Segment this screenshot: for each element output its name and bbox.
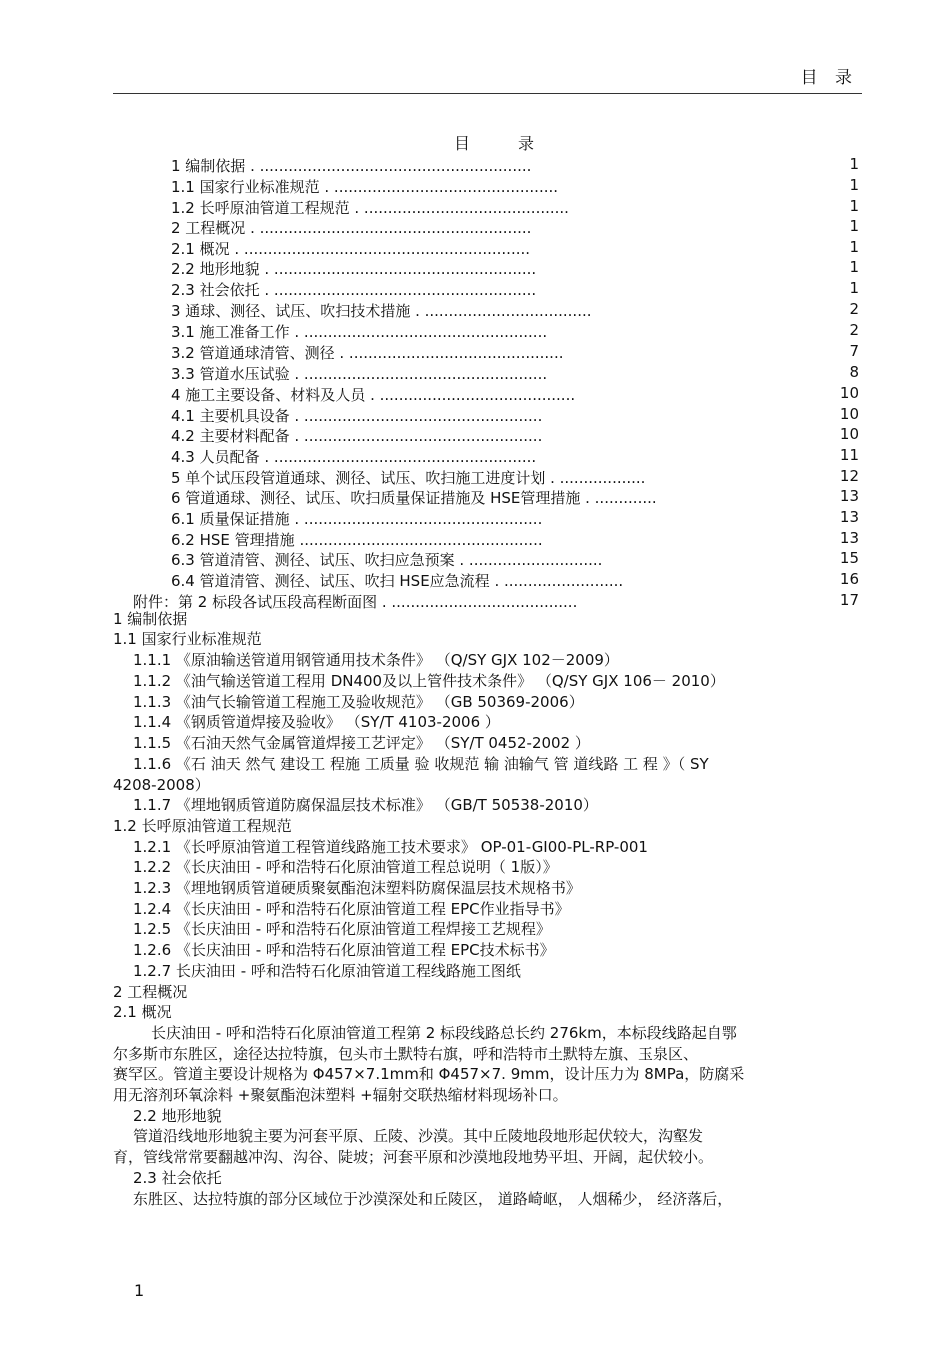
toc-entry-label: 1.2 长呼原油管道工程规范 . ........................................... xyxy=(171,199,569,217)
toc-entry[interactable] xyxy=(0,321,950,341)
body-line: 2 工程概况 xyxy=(113,983,188,1001)
toc-heading xyxy=(454,136,582,152)
toc-entry-label: 1 编制依据 . ......................................................... xyxy=(171,157,532,175)
body-line: 1.1.5 《石油天然气金属管道焊接工艺评定》 （SY/T 0452-2002 ） xyxy=(133,734,590,752)
body-line: 2.2 地形地貌 xyxy=(133,1107,222,1125)
header-rule xyxy=(113,93,862,94)
toc-entry[interactable] xyxy=(0,467,950,487)
toc-entry[interactable] xyxy=(0,549,950,569)
toc-entry[interactable] xyxy=(0,279,950,299)
toc-entry[interactable] xyxy=(0,425,950,445)
body-line: 1.1.2 《油气输送管道工程用 DN400及以上管件技术条件》 （Q/SY GJX 106－ 2010） xyxy=(133,672,725,690)
toc-entry-label: 6 管道通球、测径、试压、吹扫质量保证措施及 HSE管理措施 . ............. xyxy=(171,489,657,507)
toc-entry-page: 13 xyxy=(839,529,859,547)
toc-entry-label: 4.2 主要材料配备 . .................................................. xyxy=(171,427,543,445)
toc-entry-label: 2.3 社会依托 . ....................................................... xyxy=(171,281,537,299)
body-line: 长庆油田 - 呼和浩特石化原油管道工程第 2 标段线路总长约 276km，本标段线路起自鄂 xyxy=(151,1024,737,1042)
toc-entry-label: 2 工程概况 . ......................................................... xyxy=(171,219,532,237)
toc-entry-page: 10 xyxy=(839,384,859,402)
toc-entry-label: 附件：第 2 标段各试压段高程断面图 . ....................................... xyxy=(133,593,578,611)
toc-entry-page: 13 xyxy=(839,487,859,505)
toc-entry-page: 10 xyxy=(839,425,859,443)
toc-entry-page: 7 xyxy=(849,342,859,360)
body-line: 1.2.3 《埋地钢质管道硬质聚氨酯泡沫塑料防腐保温层技术规格书》 xyxy=(133,879,581,897)
body-line: 1.1.3 《油气长输管道工程施工及验收规范》 （GB 50369-2006） xyxy=(133,693,584,711)
toc-entry[interactable] xyxy=(0,384,950,404)
toc-entry[interactable] xyxy=(0,300,950,320)
body-line: 管道沿线地形地貌主要为河套平原、丘陵、沙漠。其中丘陵地段地形起伏较大，沟壑发 xyxy=(133,1127,704,1145)
toc-entry[interactable] xyxy=(0,176,950,196)
toc-entry-page: 15 xyxy=(839,549,859,567)
toc-entry-page: 1 xyxy=(849,176,859,194)
toc-entry[interactable] xyxy=(0,487,950,507)
body-line: 1.2.6 《长庆油田 - 呼和浩特石化原油管道工程 EPC技术标书》 xyxy=(133,941,555,959)
toc-entry[interactable] xyxy=(0,591,950,611)
body-line: 尔多斯市东胜区，途径达拉特旗，包头市土默特右旗，呼和浩特市土默特左旗、玉泉区、 xyxy=(113,1045,699,1063)
toc-entry-page: 2 xyxy=(849,300,859,318)
toc-entry[interactable] xyxy=(0,342,950,362)
body-line: 1.1.4 《钢质管道焊接及验收》 （SY/T 4103-2006 ） xyxy=(133,713,500,731)
toc-entry[interactable] xyxy=(0,363,950,383)
body-line: 赛罕区。管道主要设计规格为 Φ457×7.1mm和 Φ457×7. 9mm，设计压力为 8MPa，防腐采 xyxy=(113,1065,745,1083)
toc-entry-label: 3.1 施工准备工作 . ................................................... xyxy=(171,323,548,341)
body-line: 育，管线常常要翻越冲沟、沟谷、陡坡；河套平原和沙漠地段地势平坦、开阔，起伏较小。 xyxy=(113,1148,714,1166)
body-line: 1.1.7 《埋地钢质管道防腐保温层技术标准》 （GB/T 50538-2010） xyxy=(133,796,598,814)
toc-entry[interactable] xyxy=(0,405,950,425)
toc-entry-label: 4.1 主要机具设备 . .................................................. xyxy=(171,407,543,425)
toc-entry-page: 1 xyxy=(849,217,859,235)
toc-entry-label: 1.1 国家行业标准规范 . ............................................... xyxy=(171,178,559,196)
toc-entry-label: 6.2 HSE 管理措施 ................................................... xyxy=(171,531,543,549)
page-header-title: 目 录 xyxy=(800,68,858,88)
toc-entry-label: 6.3 管道清管、测径、试压、吹扫应急预案 . ............................ xyxy=(171,551,603,569)
body-line: 2.1 概况 xyxy=(113,1003,172,1021)
toc-entry-page: 1 xyxy=(849,155,859,173)
body-line: 1.2.5 《长庆油田 - 呼和浩特石化原油管道工程焊接工艺规程》 xyxy=(133,920,551,938)
body-line: 1.2.2 《长庆油田 - 呼和浩特石化原油管道工程总说明（ 1版）》 xyxy=(133,858,558,876)
toc-entry-page: 17 xyxy=(839,591,859,609)
body-line: 4208-2008） xyxy=(113,776,210,794)
toc-entry[interactable] xyxy=(0,155,950,175)
toc-heading-right: 录 xyxy=(518,134,535,153)
toc-entry[interactable] xyxy=(0,258,950,278)
body-line: 1.2.1 《长呼原油管道工程管道线路施工技术要求》 OP-01-GI00-PL-RP-001 xyxy=(133,838,648,856)
toc-entry[interactable] xyxy=(0,197,950,217)
toc-heading-left: 目 xyxy=(454,134,471,153)
toc-entry-page: 8 xyxy=(849,363,859,381)
body-line: 用无溶剂环氧涂料 +聚氨酯泡沫塑料 +辐射交联热缩材料现场补口。 xyxy=(113,1086,568,1104)
toc-entry-label: 6.4 管道清管、测径、试压、吹扫 HSE应急流程 . ......................... xyxy=(171,572,624,590)
body-line: 1.1.1 《原油输送管道用钢管通用技术条件》 （Q/SY GJX 102－2009） xyxy=(133,651,619,669)
body-line: 1.2 长呼原油管道工程规范 xyxy=(113,817,292,835)
toc-entry[interactable] xyxy=(0,217,950,237)
toc-entry-page: 1 xyxy=(849,197,859,215)
toc-entry[interactable] xyxy=(0,508,950,528)
toc-entry-label: 4 施工主要设备、材料及人员 . ......................................... xyxy=(171,386,576,404)
body-line: 1.2.4 《长庆油田 - 呼和浩特石化原油管道工程 EPC作业指导书》 xyxy=(133,900,570,918)
toc-entry-page: 16 xyxy=(839,570,859,588)
toc-entry-page: 2 xyxy=(849,321,859,339)
toc-entry-page: 10 xyxy=(839,405,859,423)
toc-entry[interactable] xyxy=(0,529,950,549)
toc-entry-label: 4.3 人员配备 . ....................................................... xyxy=(171,448,537,466)
toc-entry-page: 1 xyxy=(849,238,859,256)
toc-entry-page: 13 xyxy=(839,508,859,526)
body-line: 1.1.6 《石 油天 然气 建设工 程施 工质量 验 收规范 输 油输气 管 道线路 工 程 》（ SY xyxy=(133,755,709,773)
body-line: 东胜区、达拉特旗的部分区域位于沙漠深处和丘陵区， 道路崎岖， 人烟稀少， 经济落后， xyxy=(133,1190,733,1208)
body-line: 1.2.7 长庆油田 - 呼和浩特石化原油管道工程线路施工图纸 xyxy=(133,962,521,980)
page-number: 1 xyxy=(134,1281,145,1300)
toc-entry-label: 2.2 地形地貌 . ....................................................... xyxy=(171,260,537,278)
toc-entry-page: 1 xyxy=(849,258,859,276)
toc-entry[interactable] xyxy=(0,570,950,590)
toc-entry[interactable] xyxy=(0,238,950,258)
toc-entry-page: 1 xyxy=(849,279,859,297)
toc-entry-label: 3.2 管道通球清管、测径 . ............................................. xyxy=(171,344,564,362)
body-line: 1 编制依据 xyxy=(113,610,188,628)
body-line: 2.3 社会依托 xyxy=(133,1169,222,1187)
body-line: 1.1 国家行业标准规范 xyxy=(113,630,262,648)
toc-entry-label: 5 单个试压段管道通球、测径、试压、吹扫施工进度计划 . .................. xyxy=(171,469,646,487)
toc-entry[interactable] xyxy=(0,446,950,466)
toc-entry-page: 12 xyxy=(839,467,859,485)
toc-entry-label: 6.1 质量保证措施 . .................................................. xyxy=(171,510,543,528)
toc-entry-label: 3.3 管道水压试验 . ................................................... xyxy=(171,365,548,383)
toc-entry-page: 11 xyxy=(839,446,859,464)
toc-entry-label: 2.1 概况 . ............................................................ xyxy=(171,240,531,258)
toc-entry-label: 3 通球、测径、试压、吹扫技术措施 . ................................... xyxy=(171,302,592,320)
